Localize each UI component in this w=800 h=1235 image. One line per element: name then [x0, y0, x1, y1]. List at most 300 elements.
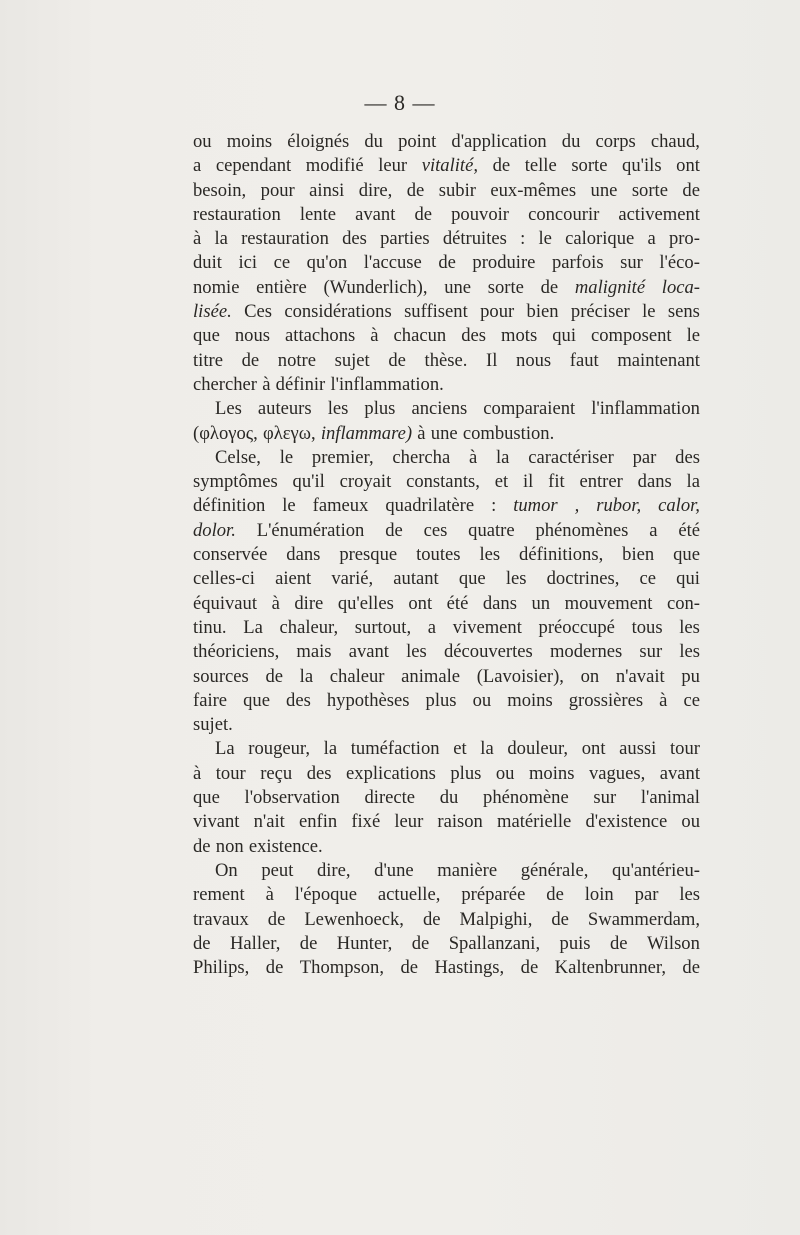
word: a — [193, 155, 202, 177]
word: de — [551, 908, 569, 930]
word: composent — [591, 325, 672, 347]
word: doctrines, — [546, 568, 620, 590]
word: que — [673, 544, 700, 566]
word: ces — [423, 519, 448, 541]
word: ce — [683, 689, 700, 711]
text-line — [193, 300, 700, 324]
word: ou — [681, 811, 700, 833]
word: des — [461, 325, 487, 347]
word: à — [468, 446, 478, 468]
word: quatre — [468, 519, 515, 541]
word: préciser — [570, 301, 630, 323]
word: Wilson — [646, 932, 700, 954]
word: entrer — [579, 471, 623, 493]
word: à — [370, 325, 379, 347]
text-line — [193, 446, 700, 470]
word: que — [243, 689, 270, 711]
text-line — [193, 179, 700, 203]
word: dire, — [316, 859, 351, 881]
word: attachons — [285, 325, 356, 347]
italic-word: inflammare) — [320, 422, 413, 444]
word: Malpighi, — [459, 908, 533, 930]
word: chercha — [392, 446, 451, 468]
word: caractériser — [528, 446, 614, 468]
word: de — [682, 957, 700, 979]
word: fameux — [312, 495, 369, 517]
text-line — [193, 592, 700, 616]
word: des — [342, 228, 367, 250]
word: On — [215, 859, 238, 881]
word: préoccupé — [538, 616, 615, 638]
word: un — [531, 592, 551, 614]
word: Swammerdam, — [587, 908, 700, 930]
word: de — [265, 957, 284, 979]
text-line — [193, 567, 700, 591]
text-line — [193, 713, 700, 737]
word: La — [215, 738, 235, 760]
word: suffisent — [404, 301, 468, 323]
word: moins — [226, 131, 273, 152]
word: avant — [348, 641, 389, 663]
word: surtout, — [354, 616, 412, 638]
word: chaleur, — [279, 616, 339, 638]
italic-word: calor, — [658, 495, 700, 517]
word: de — [422, 908, 441, 930]
word: générale, — [520, 859, 589, 881]
word: de — [411, 932, 430, 954]
word: avant — [355, 203, 396, 225]
text-line — [193, 276, 700, 300]
word: Hunter, — [336, 932, 393, 954]
word: éloignés — [287, 131, 350, 152]
word: tour — [215, 762, 246, 784]
word: le — [686, 325, 700, 347]
word: activement — [618, 203, 700, 225]
word: enfin — [298, 811, 338, 833]
text-line — [193, 810, 700, 834]
word: ou — [495, 762, 515, 784]
word: définir — [275, 373, 326, 395]
word: qui — [552, 325, 576, 347]
word: (Lavoisier), — [476, 665, 564, 687]
word: de — [546, 884, 564, 906]
word: sources — [193, 665, 249, 687]
text-line — [193, 251, 700, 275]
word: cependant — [215, 155, 292, 177]
text-line — [193, 470, 700, 494]
word: duit — [193, 252, 222, 274]
word: chaud, — [650, 131, 700, 152]
word: de — [400, 957, 419, 979]
text-line — [193, 227, 700, 251]
word: raison — [437, 811, 483, 833]
word: restauration — [241, 228, 329, 250]
word: ce — [273, 252, 291, 274]
word: les — [505, 568, 527, 590]
word: nous — [516, 349, 552, 371]
word: d'existence — [585, 811, 668, 833]
word: faut — [569, 349, 599, 371]
text-line — [193, 154, 700, 178]
word: sorte — [631, 179, 668, 201]
word: dire, — [358, 179, 393, 201]
word: du — [439, 787, 459, 809]
word: l'animal — [640, 787, 700, 809]
word: la — [299, 665, 314, 687]
word: sur — [620, 252, 643, 274]
italic-word: malignité — [574, 276, 646, 298]
word: sujet. — [193, 714, 233, 736]
word: Lewenhoeck, — [304, 908, 404, 930]
word: à — [265, 884, 274, 906]
text-line — [193, 956, 700, 980]
text-line — [193, 640, 700, 664]
word: chacun — [393, 325, 447, 347]
word: vagues, — [588, 762, 646, 784]
word: aient — [275, 568, 312, 590]
word: les — [479, 544, 501, 566]
word: des — [675, 446, 700, 468]
word: croyait — [339, 471, 392, 493]
word: besoin, — [193, 179, 247, 201]
word: l'éco- — [659, 252, 700, 274]
word: ce — [639, 568, 657, 590]
word: à — [193, 762, 202, 784]
word: moins — [507, 689, 553, 711]
word: l'accuse — [363, 252, 422, 274]
word: des — [306, 762, 332, 784]
word: a — [647, 228, 656, 250]
word: la — [686, 471, 700, 493]
word: mais — [296, 641, 332, 663]
word: les — [327, 398, 349, 420]
word: bien — [622, 544, 655, 566]
word: non — [215, 835, 244, 857]
word: de — [682, 179, 700, 201]
text-line — [193, 883, 700, 907]
word: calorique — [565, 228, 635, 250]
word: rougeur, — [248, 738, 311, 760]
word: avant — [659, 762, 700, 784]
word: fixé — [351, 811, 381, 833]
word: chercher — [193, 373, 257, 395]
word: Celse, — [215, 446, 261, 468]
text-line — [193, 762, 700, 786]
word: plus — [364, 398, 396, 420]
text-line — [193, 932, 700, 956]
word: : — [520, 228, 526, 250]
word: qui — [676, 568, 700, 590]
text-line — [193, 349, 700, 373]
text-line — [193, 737, 700, 761]
text-line — [193, 422, 700, 446]
text-line — [193, 665, 700, 689]
word: corps — [595, 131, 636, 152]
word: con- — [666, 592, 700, 614]
word: l'inflammation. — [330, 373, 444, 395]
word: de — [267, 908, 286, 930]
word: conservée — [193, 544, 268, 566]
word: leur — [394, 811, 424, 833]
word: loin — [584, 884, 614, 906]
word: une — [430, 422, 458, 444]
word: hypothèses — [326, 689, 410, 711]
word: leur — [378, 155, 408, 177]
word: d'une — [374, 859, 414, 881]
word: Haller, — [229, 932, 281, 954]
word: Thompson, — [299, 957, 384, 979]
word: que — [458, 568, 486, 590]
word: parfois — [551, 252, 604, 274]
word: les — [679, 641, 700, 663]
word: Ces — [244, 301, 272, 323]
word: de — [438, 252, 456, 274]
word: toutes — [416, 544, 461, 566]
word: pour — [260, 179, 295, 201]
word: sur — [593, 787, 617, 809]
word: titre — [193, 349, 223, 371]
text-line — [193, 373, 700, 397]
word: de — [193, 835, 211, 857]
word: modifié — [305, 155, 364, 177]
text-line — [193, 908, 700, 932]
word: (φλογος, — [193, 422, 258, 444]
word: tous — [631, 616, 663, 638]
word: ont — [581, 738, 606, 760]
word: grossières — [568, 689, 644, 711]
word: matérielle — [496, 811, 572, 833]
word: Les — [215, 398, 242, 420]
word: directe — [364, 787, 416, 809]
word: nomie — [193, 276, 240, 298]
word: dans — [286, 544, 321, 566]
word: pro- — [668, 228, 700, 250]
word: sorte — [571, 155, 608, 177]
word: chaleur — [329, 665, 385, 687]
text-line — [193, 543, 700, 567]
word: plus — [450, 762, 482, 784]
word: dire — [294, 592, 324, 614]
word: entière — [256, 276, 307, 298]
word: mots — [501, 325, 538, 347]
word: ou — [472, 689, 492, 711]
word: (Wunderlich), — [323, 276, 428, 298]
word: auteurs — [257, 398, 312, 420]
text-line — [193, 203, 700, 227]
word: de — [193, 932, 211, 954]
word: il — [522, 471, 534, 493]
word: : — [491, 495, 497, 517]
word: de — [406, 179, 425, 201]
word: et — [494, 471, 509, 493]
word: douleur, — [507, 738, 569, 760]
word: les — [679, 616, 700, 638]
text-line — [193, 786, 700, 810]
word: ainsi — [309, 179, 345, 201]
word: tuméfaction — [350, 738, 440, 760]
word: qu'ils — [622, 155, 662, 177]
word: vivement — [452, 616, 522, 638]
word: le — [279, 446, 294, 468]
word: L'énumération — [256, 519, 365, 541]
word: considérations — [284, 301, 392, 323]
word: à — [262, 373, 271, 395]
italic-word: vitalité, — [421, 155, 478, 177]
text-line — [193, 689, 700, 713]
word: n'ait — [253, 811, 285, 833]
text-line — [193, 835, 700, 859]
word: la — [323, 738, 338, 760]
word: de — [492, 155, 511, 177]
word: de — [388, 349, 406, 371]
word: été — [446, 592, 469, 614]
text-line — [193, 616, 700, 640]
word: autant — [393, 568, 439, 590]
word: explications — [346, 762, 436, 784]
word: par — [632, 446, 657, 468]
word: qu'on — [306, 252, 348, 274]
word: définition — [193, 495, 266, 517]
word: Philips, — [193, 957, 250, 979]
word: point — [398, 131, 437, 152]
word: eux-mêmes — [490, 179, 577, 201]
word: Il — [486, 349, 498, 371]
word: La — [243, 616, 263, 638]
word: l'inflammation — [591, 398, 700, 420]
text-line — [193, 324, 700, 348]
word: celles-ci — [193, 568, 255, 590]
word: premier, — [311, 446, 374, 468]
word: telle — [524, 155, 557, 177]
word: qu'elles — [337, 592, 394, 614]
word: que — [193, 787, 220, 809]
word: φλεγω, — [262, 422, 316, 444]
page-number: — 8 — — [364, 90, 436, 115]
word: du — [561, 131, 581, 152]
word: ici — [238, 252, 258, 274]
word: la — [214, 228, 228, 250]
word: de — [414, 203, 433, 225]
word: manière — [437, 859, 498, 881]
word: maintenant — [617, 349, 700, 371]
word: de — [520, 957, 539, 979]
word: sujet — [334, 349, 370, 371]
word: pu — [681, 665, 700, 687]
italic-word: lisée. — [193, 301, 232, 323]
word: la — [480, 738, 494, 760]
word: parties — [380, 228, 430, 250]
word: été — [678, 519, 700, 541]
word: l'époque — [294, 884, 357, 906]
word: des — [286, 689, 311, 711]
word: préparée — [461, 884, 526, 906]
word: quadrilatère — [385, 495, 475, 517]
word: modernes — [549, 641, 623, 663]
word: équivaut — [193, 592, 258, 614]
word: l'observation — [244, 787, 340, 809]
text-line — [193, 130, 700, 154]
word: de — [540, 276, 559, 298]
word: vivant — [193, 811, 240, 833]
word: pour — [480, 301, 515, 323]
word: combustion. — [462, 422, 555, 444]
word: les — [406, 641, 427, 663]
word: de — [609, 932, 628, 954]
word: on — [580, 665, 600, 687]
word: n'avait — [615, 665, 665, 687]
word: moins — [528, 762, 575, 784]
word: faire — [193, 689, 228, 711]
word: ont — [408, 592, 433, 614]
word: symptômes — [193, 471, 278, 493]
word: d'application — [451, 131, 547, 152]
word: Hastings, — [434, 957, 505, 979]
word: restauration — [193, 203, 281, 225]
word: existence. — [248, 835, 323, 857]
italic-word: dolor. — [193, 519, 236, 541]
word: sur — [639, 641, 663, 663]
word: tour — [670, 738, 700, 760]
word: produire — [472, 252, 536, 274]
word: ont — [676, 155, 700, 177]
word: puis — [559, 932, 591, 954]
word: subir — [438, 179, 476, 201]
word: les — [679, 884, 700, 906]
word: tinu. — [193, 616, 227, 638]
word: de — [385, 519, 403, 541]
word: la — [496, 446, 510, 468]
italic-word: loca- — [661, 276, 700, 298]
word: de — [299, 932, 318, 954]
word: aussi — [619, 738, 657, 760]
word: animale — [401, 665, 461, 687]
word: du — [364, 131, 383, 152]
word: actuelle, — [377, 884, 441, 906]
word: dans — [637, 471, 672, 493]
text-line — [193, 519, 700, 543]
word: qu'antérieu- — [611, 859, 700, 881]
word: bien — [526, 301, 559, 323]
word: le — [538, 228, 552, 250]
word: comparaient — [483, 398, 576, 420]
word: a — [649, 519, 658, 541]
word: notre — [277, 349, 316, 371]
word: rement — [193, 884, 245, 906]
text-line — [193, 397, 700, 421]
word: qu'il — [292, 471, 325, 493]
word: le — [642, 301, 656, 323]
italic-word: , — [574, 495, 580, 517]
word: thèse. — [424, 349, 468, 371]
word: détruites — [442, 228, 507, 250]
word: anciens — [411, 398, 468, 420]
word: reçu — [260, 762, 293, 784]
word: sorte — [487, 276, 524, 298]
italic-word: tumor — [513, 495, 558, 517]
word: mouvement — [564, 592, 653, 614]
word: à — [659, 689, 668, 711]
word: Kaltenbrunner, — [554, 957, 666, 979]
word: à — [193, 228, 202, 250]
text-line — [193, 494, 700, 518]
word: par — [634, 884, 659, 906]
word: a — [427, 616, 437, 638]
italic-word: rubor, — [596, 495, 642, 517]
word: à — [417, 422, 426, 444]
body-text — [193, 130, 700, 980]
word: presque — [339, 544, 398, 566]
word: que — [193, 325, 220, 347]
